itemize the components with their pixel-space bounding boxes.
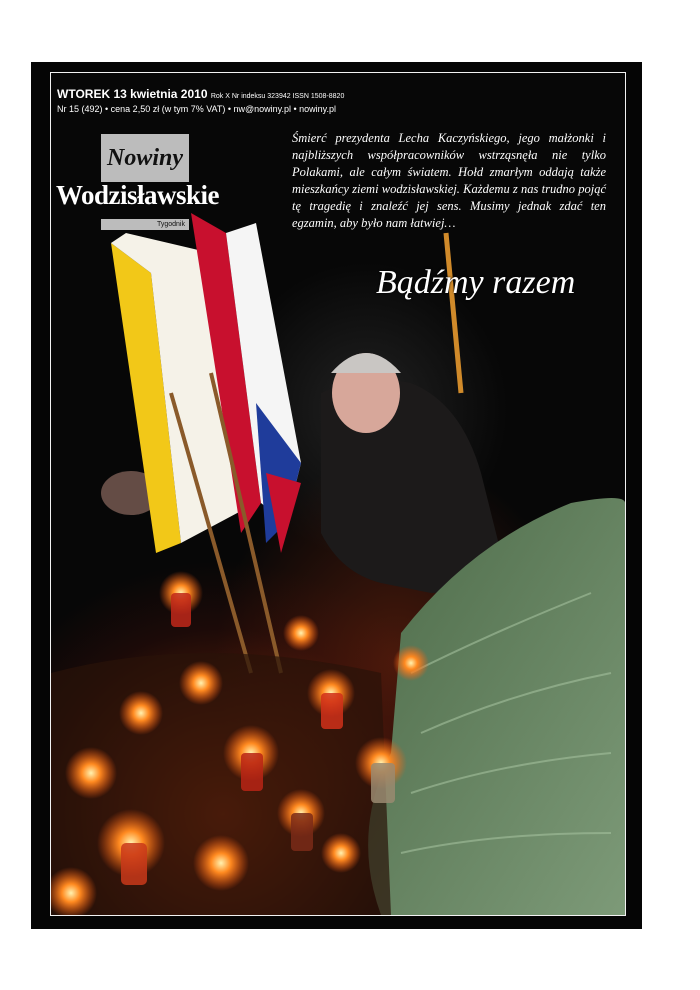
- logo-nowiny: Nowiny: [106, 144, 183, 171]
- issue-date-line: [57, 87, 344, 101]
- man-hair: [331, 353, 401, 373]
- issue-index: Rok X Nr indeksu 323942 ISSN 1508-8820: [210, 93, 345, 100]
- cover-headline: Bądźmy razem: [376, 264, 576, 301]
- issue-info: Nr 15 (492) • cena 2,50 zł (w tym 7% VAT) • nw@nowiny.pl • nowiny.pl: [57, 104, 337, 114]
- torch-stick: [446, 233, 461, 393]
- logo-subtitle: Tygodnik: [101, 219, 189, 230]
- issue-date: WTOREK 13 kwietnia 2010: [57, 87, 208, 101]
- masthead-logo: [101, 134, 189, 182]
- lead-text: Śmierć prezydenta Lecha Kaczyńskiego, jego małżonki i najbliższych współpracowników wstrząsnęła nie tylko Polakami, ale całym światem. Hołd zmarłym oddają także mieszkańcy ziemi wodzisławskiej. Każdemu z nas trudno pojąć tę tragedię i znaleźć jej sens. Musimy jednak zdać ten egzamin, aby było nam łatwiej…: [292, 131, 606, 230]
- logo-title: Wodzisławskie: [56, 180, 220, 210]
